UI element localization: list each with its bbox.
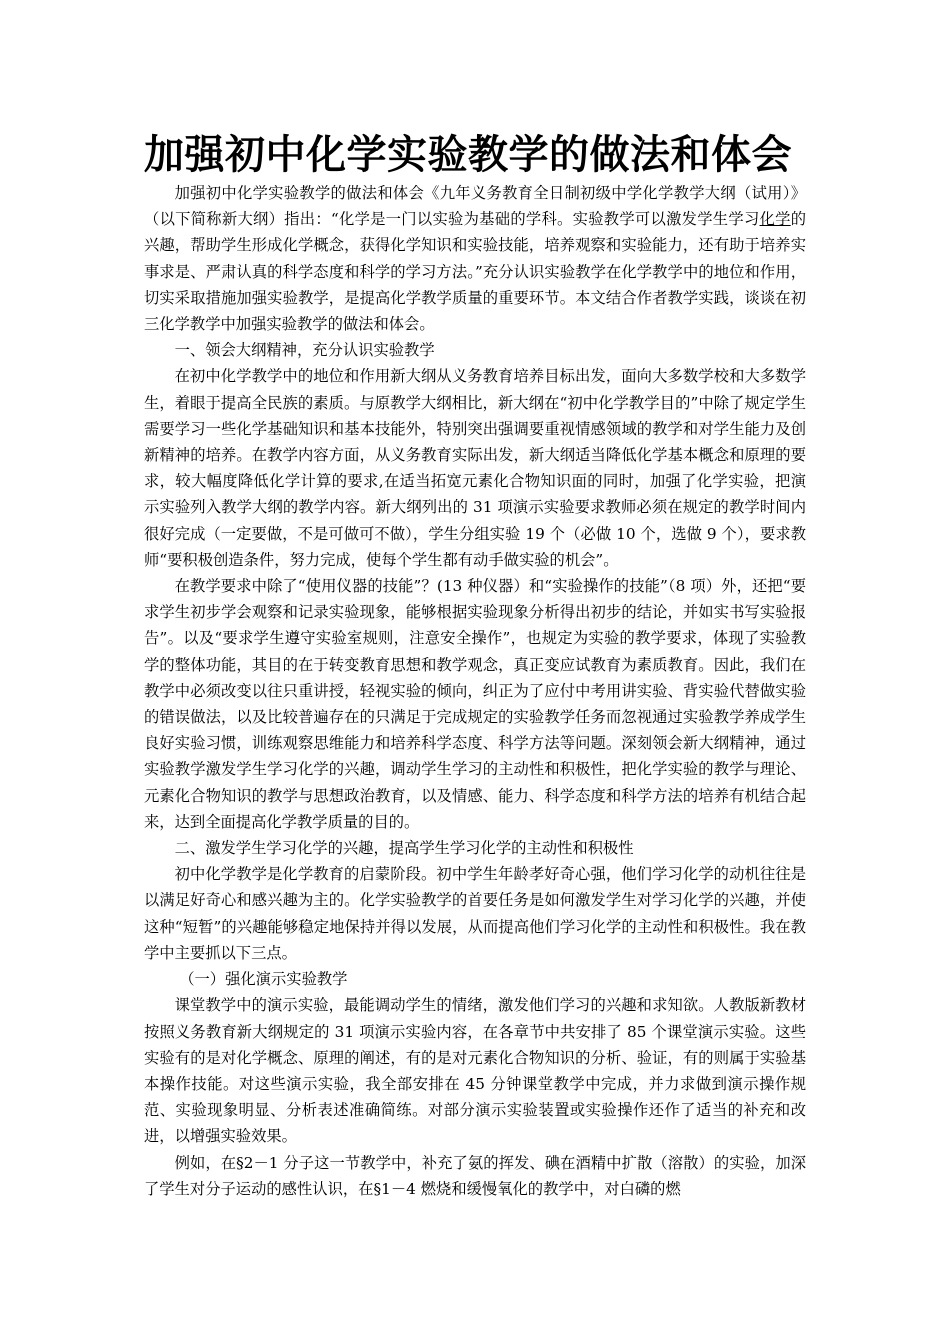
intro-text-2: 的兴趣，帮助学生形成化学概念，获得化学知识和实验技能，培养观察和实验能力，还有助于培养实事求是、严肃认真的科学态度和科学的学习方法。”充分认识实验教学在化学教学中的地位和作用，切实采取措施加强实验教学，是提高化学教学质量的重要环节。本文结合作者教学实践，谈谈在初三化学教学中加强实验教学的做法和体会。 — [144, 210, 806, 334]
paragraph-2: 在初中化学教学中的地位和作用新大纲从义务教育培养目标出发，面向大多数学校和大多数学生，着眼于提高全民族的素质。与原教学大纲相比，新大纲在“初中化学教学目的”中除了规定学生需要学习一些化学基础知识和基本技能外，特别突出强调要重视情感领域的教学和对学生能力及创新精神的培养。在教学内容方面，从义务教育实际出发，新大纲适当降低化学基本概念和原理的要求，较大幅度降低化学计算的要求,在适当拓宽元素化合物知识面的同时，加强了化学实验，把演示实验列入教学大纲的教学内容。新大纲列出的 31 项演示实验要求教师必须在规定的教学时间内很好完成（一定要做，不是可做可不做），学生分组实验 19 个（必做 10 个，选做 9 个），要求教师“要积极创造条件，努力完成，使每个学生都有动手做实验的机会”。 — [144, 367, 806, 569]
chemistry-link[interactable]: 化学 — [759, 210, 791, 229]
document-title: 加强初中化学实验教学的做法和体会 — [144, 132, 792, 178]
subsection-heading-1: （一）强化演示实验教学 — [179, 970, 348, 989]
intro-paragraph — [144, 180, 806, 337]
document-page — [144, 130, 806, 1202]
section-heading-2: 二、激发学生学习化学的兴趣，提高学生学习化学的主动性和积极性 — [174, 839, 634, 858]
intro-text-1: 加强初中化学实验教学的做法和体会《九年义务教育全日制初级中学化学教学大纲（试用）》（以下简称新大纲）指出：“化学是一门以实验为基础的学科。实验教学可以激发学生学习 — [144, 184, 806, 229]
paragraph-6: 例如，在§2－1 分子这一节教学中，补充了氨的挥发、碘在酒精中扩散（溶散）的实验，加深了学生对分子运动的感性认识，在§1－4 燃烧和缓慢氧化的教学中，对白磷的燃 — [144, 1153, 806, 1198]
paragraph-3: 在教学要求中除了“使用仪器的技能”？(13 种仪器）和“实验操作的技能”（8 项）外，还把“要求学生初步学会观察和记录实验现象，能够根据实验现象分析得出初步的结论，并如实书写实验报告”。以及“要求学生遵守实验室规则，注意安全操作”，也规定为实验的教学要求，体现了实验教学的整体功能，其目的在于转变教育思想和教学观念，真正变应试教育为素质教育。因此，我们在教学中必须改变以往只重讲授，轻视实验的倾向，纠正为了应付中考用讲实验、背实验代替做实验的错误做法，以及比较普遍存在的只满足于完成规定的实验教学任务而忽视通过实验教学养成学生良好实验习惯，训练观察思维能力和培养科学态度、科学方法等问题。深刻领会新大纲精神，通过实验教学激发学生学习化学的兴趣，调动学生学习的主动性和积极性，把化学实验的教学与理论、元素化合物知识的教学与思想政治教育，以及情感、能力、科学态度和科学方法的培养有机结合起来，达到全面提高化学教学质量的目的。 — [144, 577, 806, 831]
paragraph-4: 初中化学教学是化学教育的启蒙阶段。初中学生年龄孝好奇心强，他们学习化学的动机往往是以满足好奇心和感兴趣为主的。化学实验教学的首要任务是如何激发学生对学习化学的兴趣，并使这种“短暂”的兴趣能够稳定地保持并得以发展，从而提高他们学习化学的主动性和积极性。我在教学中主要抓以下三点。 — [144, 865, 806, 962]
paragraph-5: 课堂教学中的演示实验，最能调动学生的情绪，激发他们学习的兴趣和求知欲。人教版新教材按照义务教育新大纲规定的 31 项演示实验内容，在各章节中共安排了 85 个课堂演示实验。这些实验有的是对化学概念、原理的阐述，有的是对元素化合物知识的分析、验证，有的则属于实验基本操作技能。对这些演示实验，我全部安排在 45 分钟课堂教学中完成，并力求做到演示操作规范、实验现象明显、分析表述准确简练。对部分演示实验装置或实验操作还作了适当的补充和改进，以增强实验效果。 — [144, 996, 806, 1146]
section-heading-1: 一、领会大纲精神，充分认识实验教学 — [174, 341, 435, 360]
